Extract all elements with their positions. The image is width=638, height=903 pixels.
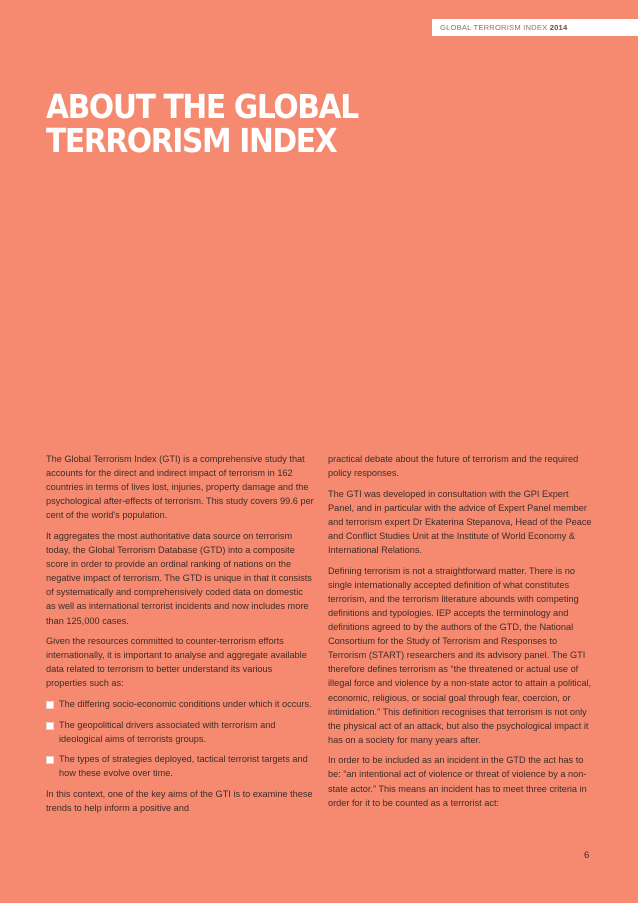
bullet-item (46, 752, 314, 780)
paragraph: practical debate about the future of terrorism and the required policy responses. (328, 454, 579, 479)
paragraph: It aggregates the most authoritative data source on terrorism today, the Global Terrorism Database (GTD) into a composite score in order to provide an ordinal ranking of nations on the negative impact of terrorism. The GTD is unique in that it consists of systematically and comprehensively coded data on domestic as well as international terrorist incidents and now includes more than 125,000 cases. (46, 530, 312, 626)
bullet-list (46, 697, 314, 780)
paragraph: Defining terrorism is not a straightforward matter. There is no single internationally accepted definition of what constitutes terrorism, and the terrorism literature abounds with competing definitions and typologies. IEP accepts the terminology and definitions agreed to by the authors of the GTD, the National Consortium for the Study of Terrorism and Responses to Terrorism (START) researchers and its advisory panel. The GTI therefore defines terrorism as “the threatened or actual use of illegal force and violence by a non-state actor to attain a political, economic, religious, or social goal through fear, coercion, or intimidation.” This definition recognises that terrorism is not only the physical act of an attack, but also the psychological impact it has on a society for many years after. (328, 565, 592, 745)
paragraph: The Global Terrorism Index (GTI) is a comprehensive study that accounts for the direct and indirect impact of terrorism in 162 countries in terms of lives lost, injuries, property damage and the psychological after-effects of terrorism. This study covers 99.6 per cent of the world's population. (46, 454, 314, 521)
bullet-item (46, 718, 314, 746)
page-number: 6 (584, 850, 590, 861)
running-header-label (440, 19, 567, 36)
running-header-title: GLOBAL TERRORISM INDEX (440, 23, 548, 32)
page-title-line-2: TERRORISM INDEX (46, 121, 337, 160)
right-column (328, 452, 594, 816)
page-title (46, 87, 406, 160)
running-header-year: 2014 (549, 23, 568, 32)
page-title-line-1: ABOUT THE GLOBAL (46, 87, 358, 126)
running-header (432, 19, 638, 36)
left-column (46, 452, 314, 822)
paragraph: In order to be included as an incident in the GTD the act has to be: “an intentional act of violence or threat of violence by a non-state actor.” This means an incident has to meet three criteria in order for it to be counted as a terrorist act: (328, 755, 587, 808)
paragraph: Given the resources committed to counter-terrorism efforts internationally, it is important to analyse and aggregate available data related to terrorism to better understand its various properties such as: (46, 636, 307, 689)
square-bullet-icon (46, 701, 54, 709)
square-bullet-icon (46, 756, 54, 764)
paragraph: In this context, one of the key aims of the GTI is to examine these trends to help inform a positive and (46, 788, 313, 814)
bullet-text: The types of strategies deployed, tactical terrorist targets and how these evolve over time. (59, 754, 308, 779)
bullet-item (46, 697, 314, 711)
paragraph: The GTI was developed in consultation with the GPI Expert Panel, and in particular with the advice of Expert Panel member and terrorism expert Dr Ekaterina Stepanova, Head of the Peace and Conflict Studies Unit at the Institute of World Economy & International Relations. (328, 488, 592, 556)
bullet-text: The geopolitical drivers associated with terrorism and ideological aims of terrorists groups. (59, 719, 276, 744)
bullet-text: The differing socio-economic conditions under which it occurs. (59, 699, 312, 709)
square-bullet-icon (46, 722, 54, 730)
